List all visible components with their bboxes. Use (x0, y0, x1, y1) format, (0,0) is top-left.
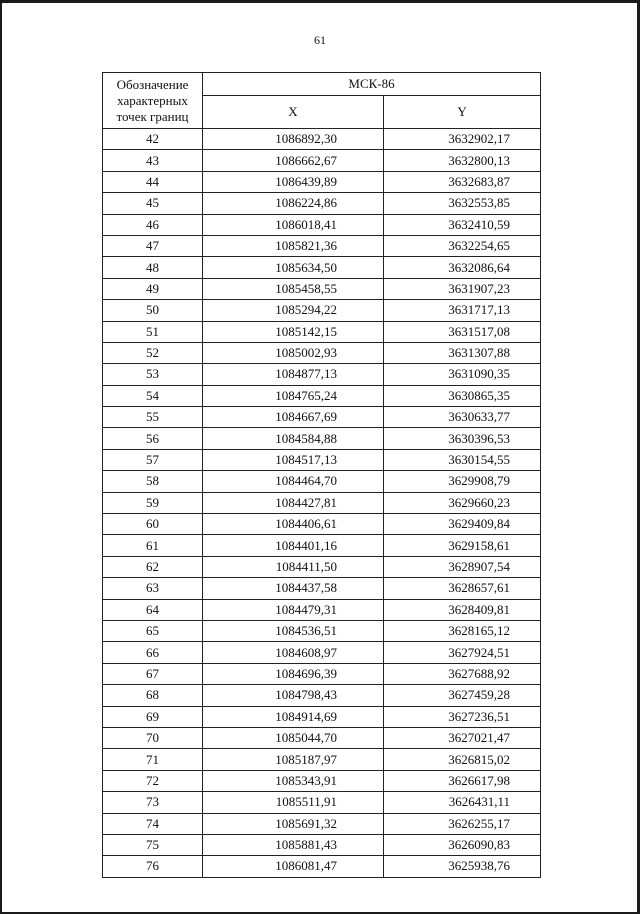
x-coordinate: 1085634,50 (203, 257, 384, 278)
x-coordinate: 1084517,13 (203, 449, 384, 470)
x-coordinate: 1084914,69 (203, 706, 384, 727)
x-coordinate: 1085142,15 (203, 321, 384, 342)
x-coordinate: 1085044,70 (203, 727, 384, 748)
y-coordinate: 3632254,65 (384, 235, 541, 256)
y-coordinate: 3632683,87 (384, 171, 541, 192)
point-id: 44 (103, 171, 203, 192)
x-coordinate: 1084464,70 (203, 471, 384, 492)
table-row (103, 150, 541, 171)
y-coordinate: 3628657,61 (384, 578, 541, 599)
point-id: 59 (103, 492, 203, 513)
header-x: X (203, 96, 384, 129)
table-row (103, 278, 541, 299)
y-coordinate: 3626431,11 (384, 792, 541, 813)
point-id: 70 (103, 727, 203, 748)
y-coordinate: 3626617,98 (384, 770, 541, 791)
x-coordinate: 1084765,24 (203, 385, 384, 406)
point-id: 68 (103, 685, 203, 706)
y-coordinate: 3632410,59 (384, 214, 541, 235)
x-coordinate: 1084536,51 (203, 620, 384, 641)
point-id: 48 (103, 257, 203, 278)
table-row (103, 300, 541, 321)
x-coordinate: 1084667,69 (203, 407, 384, 428)
table-row (103, 214, 541, 235)
point-id: 46 (103, 214, 203, 235)
x-coordinate: 1085821,36 (203, 235, 384, 256)
y-coordinate: 3631717,13 (384, 300, 541, 321)
x-coordinate: 1086439,89 (203, 171, 384, 192)
table-row (103, 663, 541, 684)
page-edge-top (0, 0, 640, 3)
point-id: 53 (103, 364, 203, 385)
table-row (103, 642, 541, 663)
x-coordinate: 1085343,91 (203, 770, 384, 791)
y-coordinate: 3627688,92 (384, 663, 541, 684)
x-coordinate: 1085458,55 (203, 278, 384, 299)
point-id: 63 (103, 578, 203, 599)
x-coordinate: 1085002,93 (203, 342, 384, 363)
y-coordinate: 3631307,88 (384, 342, 541, 363)
y-coordinate: 3629158,61 (384, 535, 541, 556)
y-coordinate: 3629660,23 (384, 492, 541, 513)
y-coordinate: 3630396,53 (384, 428, 541, 449)
table-row (103, 364, 541, 385)
y-coordinate: 3630633,77 (384, 407, 541, 428)
x-coordinate: 1084406,61 (203, 514, 384, 535)
x-coordinate: 1086892,30 (203, 129, 384, 150)
y-coordinate: 3626090,83 (384, 834, 541, 855)
y-coordinate: 3630154,55 (384, 449, 541, 470)
point-id: 42 (103, 129, 203, 150)
point-id: 73 (103, 792, 203, 813)
page-number: 61 (314, 33, 326, 47)
point-id: 52 (103, 342, 203, 363)
table-row (103, 706, 541, 727)
x-coordinate: 1084411,50 (203, 556, 384, 577)
x-coordinate: 1085511,91 (203, 792, 384, 813)
y-coordinate: 3628165,12 (384, 620, 541, 641)
y-coordinate: 3628409,81 (384, 599, 541, 620)
table-row (103, 407, 541, 428)
table-row (103, 471, 541, 492)
header-designation: Обозначение характерных точек границ (103, 73, 203, 129)
point-id: 54 (103, 385, 203, 406)
y-coordinate: 3627459,28 (384, 685, 541, 706)
point-id: 66 (103, 642, 203, 663)
point-id: 60 (103, 514, 203, 535)
table-row (103, 514, 541, 535)
y-coordinate: 3632553,85 (384, 193, 541, 214)
table-row (103, 492, 541, 513)
x-coordinate: 1084608,97 (203, 642, 384, 663)
x-coordinate: 1084479,31 (203, 599, 384, 620)
point-id: 74 (103, 813, 203, 834)
y-coordinate: 3629908,79 (384, 471, 541, 492)
table-row (103, 171, 541, 192)
table-row (103, 578, 541, 599)
x-coordinate: 1085187,97 (203, 749, 384, 770)
table-row (103, 535, 541, 556)
table-header (103, 73, 541, 129)
x-coordinate: 1084427,81 (203, 492, 384, 513)
x-coordinate: 1084696,39 (203, 663, 384, 684)
point-id: 69 (103, 706, 203, 727)
table-row (103, 792, 541, 813)
x-coordinate: 1085294,22 (203, 300, 384, 321)
point-id: 57 (103, 449, 203, 470)
y-coordinate: 3632086,64 (384, 257, 541, 278)
page-edge-left (0, 0, 2, 914)
point-id: 50 (103, 300, 203, 321)
y-coordinate: 3629409,84 (384, 514, 541, 535)
x-coordinate: 1085691,32 (203, 813, 384, 834)
y-coordinate: 3626255,17 (384, 813, 541, 834)
point-id: 51 (103, 321, 203, 342)
point-id: 45 (103, 193, 203, 214)
point-id: 56 (103, 428, 203, 449)
table-row (103, 599, 541, 620)
table-row (103, 770, 541, 791)
y-coordinate: 3631517,08 (384, 321, 541, 342)
table-row (103, 727, 541, 748)
table-row (103, 321, 541, 342)
table-row (103, 749, 541, 770)
x-coordinate: 1086662,67 (203, 150, 384, 171)
y-coordinate: 3630865,35 (384, 385, 541, 406)
y-coordinate: 3632902,17 (384, 129, 541, 150)
y-coordinate: 3627021,47 (384, 727, 541, 748)
point-id: 43 (103, 150, 203, 171)
table-row (103, 129, 541, 150)
y-coordinate: 3626815,02 (384, 749, 541, 770)
x-coordinate: 1084401,16 (203, 535, 384, 556)
header-coordinate-system: МСК-86 (203, 73, 541, 96)
x-coordinate: 1084798,43 (203, 685, 384, 706)
table-row (103, 342, 541, 363)
x-coordinate: 1084584,88 (203, 428, 384, 449)
y-coordinate: 3632800,13 (384, 150, 541, 171)
point-id: 47 (103, 235, 203, 256)
point-id: 49 (103, 278, 203, 299)
y-coordinate: 3627236,51 (384, 706, 541, 727)
table-row (103, 813, 541, 834)
point-id: 61 (103, 535, 203, 556)
table-row (103, 449, 541, 470)
x-coordinate: 1086018,41 (203, 214, 384, 235)
table-row (103, 235, 541, 256)
x-coordinate: 1086081,47 (203, 856, 384, 877)
table-row (103, 428, 541, 449)
x-coordinate: 1086224,86 (203, 193, 384, 214)
table-row (103, 685, 541, 706)
header-y: Y (384, 96, 541, 129)
y-coordinate: 3625938,76 (384, 856, 541, 877)
point-id: 58 (103, 471, 203, 492)
coordinates-table (102, 72, 541, 878)
table-row (103, 620, 541, 641)
point-id: 55 (103, 407, 203, 428)
table-row (103, 385, 541, 406)
point-id: 71 (103, 749, 203, 770)
table-row (103, 834, 541, 855)
point-id: 65 (103, 620, 203, 641)
table-body (103, 129, 541, 878)
y-coordinate: 3631090,35 (384, 364, 541, 385)
point-id: 72 (103, 770, 203, 791)
table-row (103, 556, 541, 577)
point-id: 76 (103, 856, 203, 877)
point-id: 67 (103, 663, 203, 684)
y-coordinate: 3631907,23 (384, 278, 541, 299)
point-id: 62 (103, 556, 203, 577)
table-row (103, 257, 541, 278)
point-id: 75 (103, 834, 203, 855)
y-coordinate: 3628907,54 (384, 556, 541, 577)
point-id: 64 (103, 599, 203, 620)
x-coordinate: 1085881,43 (203, 834, 384, 855)
x-coordinate: 1084437,58 (203, 578, 384, 599)
x-coordinate: 1084877,13 (203, 364, 384, 385)
table-row (103, 193, 541, 214)
table-row (103, 856, 541, 877)
y-coordinate: 3627924,51 (384, 642, 541, 663)
